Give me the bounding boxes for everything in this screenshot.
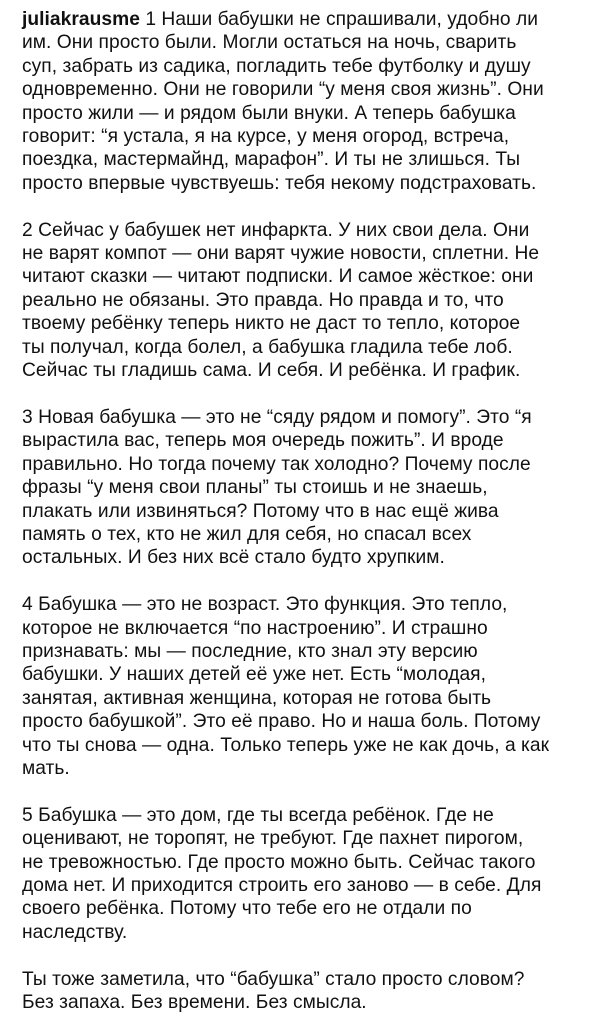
caption-text-1: 1 Наши бабушки не спрашивали, удобно ли им. Они просто были. Могли остаться на ночь, сварить суп, забрать из садика, погладить тебе футболку и душу одновременно. Они не говорили “у меня своя жизнь”. Они просто жили — и рядом были внуки. А теперь бабушка говорит: “я устала, я на курсе, у меня огород, встреча, поездка, мастермайнд, марафон”. И ты не злишься. Ты просто впервые чувствуешь: тебя некому подстраховать.	[22, 9, 544, 194]
post-caption	[22, 8, 588, 1014]
caption-paragraph-3: 3 Новая бабушка — это не “сяду рядом и помогу”. Это “я вырастила вас, теперь моя очередь пожить”. И вроде правильно. Но тогда почему так холодно? Почему после фразы “у меня свои планы” ты стоишь и не знаешь, плакать или извиняться? Потому что в нас ещё жива память о тех, кто не жил для себя, но спасал всех остальных. И без них всё стало будто хрупким.	[22, 406, 532, 569]
caption-paragraph-6: Ты тоже заметила, что “бабушка” стало просто словом? Без запаха. Без времени. Без смысла.	[22, 968, 525, 1013]
caption-paragraph-5: 5 Бабушка — это дом, где ты всегда ребёнок. Где не оценивают, не торопят, не требуют. Где пахнет пирогом, не тревожностью. Где просто можно быть. Сейчас такого дома нет. И приходится строить его заново — в себе. Для своего ребёнка. Потому что тебе его не отдали по наследству.	[22, 804, 542, 943]
caption-paragraph-4: 4 Бабушка — это не возраст. Это функция. Это тепло, которое не включается “по настроению”. И страшно признавать: мы — последние, кто знал эту версию бабушки. У наших детей её уже нет. Есть “молодая, занятая, активная женщина, которая не готова быть просто бабушкой”. Это её право. Но и наша боль. Потому что ты снова — одна. Только теперь уже не как дочь, а как мать.	[22, 594, 550, 779]
caption-paragraph-1	[22, 8, 588, 195]
caption-paragraph-2: 2 Сейчас у бабушек нет инфаркта. У них свои дела. Они не варят компот — они варят чужие новости, сплетни. Не читают сказки — читают подписки. И самое жёсткое: они реально не обязаны. Это правда. Но правда и то, что твоему ребёнку теперь никто не даст то тепло, которое ты получал, когда болел, а бабушка гладила тебе лоб. Сейчас ты гладишь сама. И себя. И ребёнка. И график.	[22, 219, 540, 382]
username-link[interactable]: juliakrausme	[22, 9, 140, 30]
